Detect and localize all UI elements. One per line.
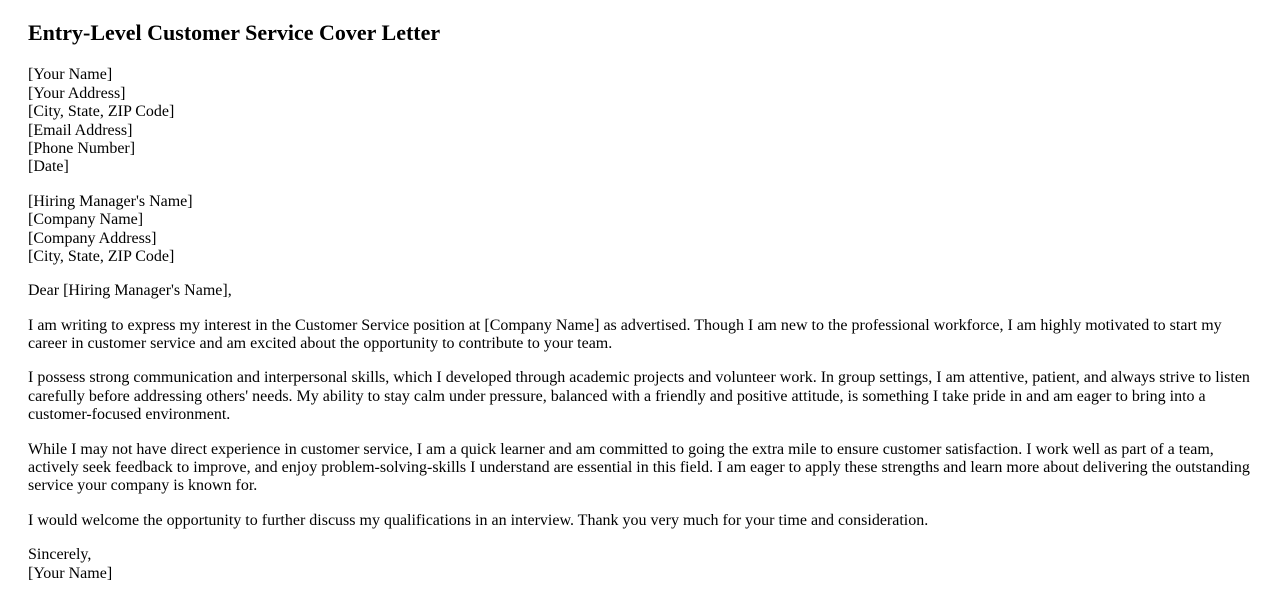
recipient-address-line: [Company Address] xyxy=(28,229,157,247)
body-paragraph-1: I am writing to express my interest in the Customer Service position at [Company Name] as advertised. Though I am new to the professional workforce, I am highly motivated to start my career in customer service and am excited about the opportunity to contribute to your team. xyxy=(28,316,1222,353)
recipient-city-line: [City, State, ZIP Code] xyxy=(28,247,175,265)
body-paragraph-2: I possess strong communication and interpersonal skills, which I developed through academic projects and volunteer work. In group settings, I am attentive, patient, and always strive to listen carefully before addressing others' needs. My ability to stay calm under pressure, balanced with a friendly and positive attitude, is something I take pride in and am eager to bring into a customer-focused environment. xyxy=(28,369,1250,424)
closing-signoff-line: Sincerely, xyxy=(28,546,92,564)
closing-block xyxy=(28,546,1251,583)
sender-address-line: [Your Address] xyxy=(28,84,126,102)
sender-email-line: [Email Address] xyxy=(28,121,133,139)
recipient-company-line: [Company Name] xyxy=(28,211,144,229)
page-title: Entry-Level Customer Service Cover Letter xyxy=(28,20,441,45)
sender-city-line: [City, State, ZIP Code] xyxy=(28,103,175,121)
body-paragraph-4: I would welcome the opportunity to further discuss my qualifications in an interview. Thank you very much for your time and consideration. xyxy=(28,511,929,529)
body-paragraph-3: While I may not have direct experience in customer service, I am a quick learner and am committed to going the extra mile to ensure customer satisfaction. I work well as part of a team, actively seek feedback to improve, and enjoy problem-solving-skills I understand are essential in this field. I am eager to apply these strengths and learn more about delivering the outstanding service your company is known for. xyxy=(28,440,1250,495)
recipient-address-block xyxy=(28,193,1251,267)
recipient-name-line: [Hiring Manager's Name] xyxy=(28,192,193,210)
sender-date-line: [Date] xyxy=(28,158,69,176)
sender-address-block xyxy=(28,66,1251,176)
sender-name-line: [Your Name] xyxy=(28,66,113,84)
closing-signature-line: [Your Name] xyxy=(28,564,113,582)
sender-phone-line: [Phone Number] xyxy=(28,139,136,157)
salutation-line: Dear [Hiring Manager's Name], xyxy=(28,282,232,300)
